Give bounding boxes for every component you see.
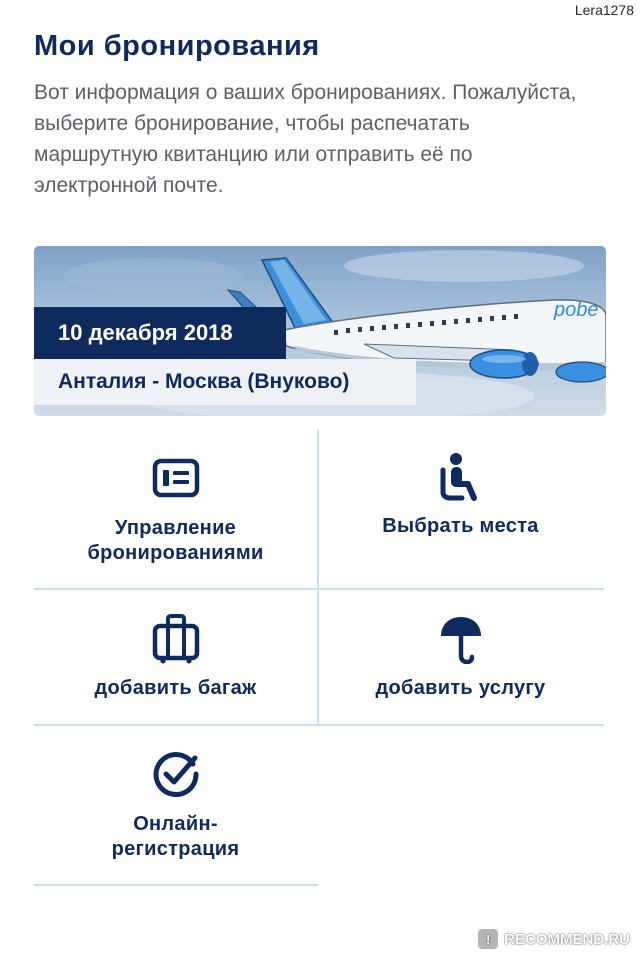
- check-circle-icon: [151, 750, 201, 800]
- page-title: Мои бронирования: [34, 30, 320, 62]
- manage-bookings-label-line2: бронированиями: [87, 542, 264, 564]
- add-service-button[interactable]: [319, 614, 602, 701]
- add-service-label: добавить услугу: [375, 677, 546, 699]
- manage-bookings-button[interactable]: [34, 458, 317, 566]
- plane-livery-text: pobe: [554, 299, 599, 321]
- online-checkin-button[interactable]: [34, 750, 317, 862]
- manage-bookings-label-line1: Управление: [114, 517, 237, 539]
- online-checkin-label-line1: Онлайн-: [133, 813, 218, 835]
- intro-text: Вот информация о ваших бронированиях. Пожалуйста, выберите бронирование, чтобы распечатать маршрутную квитанцию или отправить её по электронной почте.: [34, 81, 577, 197]
- booking-route: Анталия - Москва (Внуково): [34, 359, 416, 405]
- booking-card-icon: [152, 458, 200, 498]
- divider-row-3: [34, 884, 318, 886]
- watermark-text: RECOMMEND.RU: [504, 930, 630, 948]
- watermark-logo-icon: !: [478, 929, 498, 949]
- watermark: [478, 929, 630, 949]
- username-label: Lera1278: [574, 2, 634, 18]
- choose-seats-label: Выбрать места: [382, 515, 539, 537]
- online-checkin-label-line2: регистрация: [111, 838, 240, 860]
- add-baggage-button[interactable]: [34, 614, 317, 701]
- choose-seats-button[interactable]: [319, 452, 602, 539]
- seat-passenger-icon: [438, 452, 484, 502]
- umbrella-icon: [438, 614, 484, 664]
- luggage-icon: [152, 614, 200, 664]
- add-baggage-label: добавить багаж: [94, 677, 257, 699]
- divider-row-2: [34, 724, 604, 726]
- divider-row-1: [34, 588, 604, 590]
- booking-date: 10 декабря 2018: [34, 307, 286, 359]
